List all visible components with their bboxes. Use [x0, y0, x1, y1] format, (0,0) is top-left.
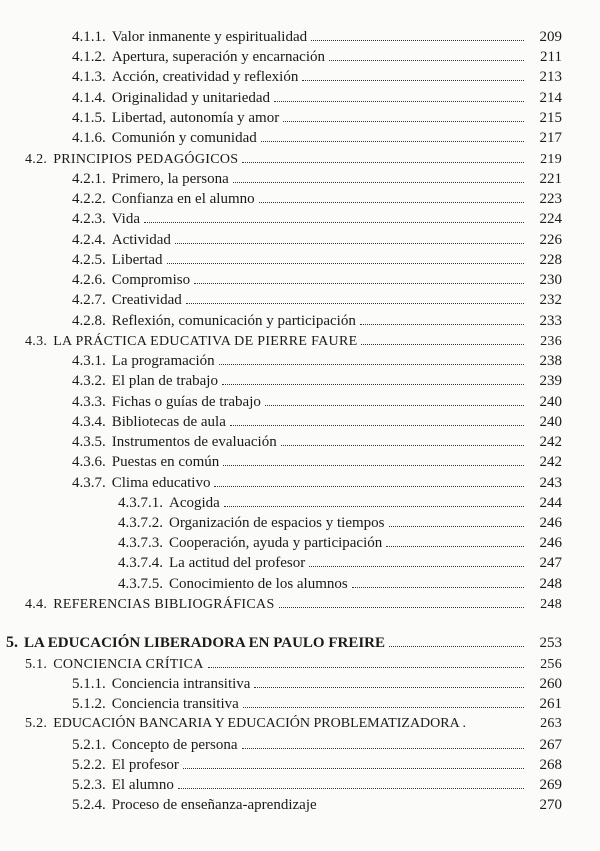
toc-page: 239 — [539, 373, 562, 389]
toc-chapter-entry — [6, 632, 562, 654]
dot-leader — [230, 411, 524, 426]
dot-leader — [194, 269, 524, 284]
dot-leader — [183, 754, 524, 769]
toc-number: 5.2.1. — [72, 737, 106, 753]
toc-title: Originalidad y unitariedad — [111, 90, 271, 106]
toc-title: EDUCACIÓN BANCARIA Y EDUCACIÓN PROBLEMATIZADORA . — [53, 716, 466, 731]
toc-page: 246 — [539, 515, 562, 531]
toc-page: 240 — [539, 394, 562, 410]
toc-number: 4.3.3. — [72, 394, 106, 410]
toc-number: 4.1.1. — [72, 29, 106, 45]
toc-title: Conciencia transitiva — [111, 696, 239, 712]
dot-leader — [311, 26, 524, 41]
toc-title: Compromiso — [111, 272, 191, 288]
toc-number: 4.3. — [25, 334, 48, 349]
toc-number: 5. — [6, 634, 18, 651]
toc-entry — [72, 795, 562, 817]
toc-title: Bibliotecas de aula — [111, 414, 226, 430]
toc-number: 4.3.5. — [72, 434, 106, 450]
toc-number: 5.1.2. — [72, 696, 106, 712]
toc-page: 246 — [539, 535, 562, 551]
toc-entry — [72, 107, 562, 129]
dot-leader — [361, 330, 524, 345]
toc-page: 228 — [539, 252, 562, 268]
toc-number: 5.1.1. — [72, 676, 106, 692]
dot-leader — [243, 693, 524, 708]
dot-leader — [144, 208, 524, 223]
toc-section-entry — [25, 653, 562, 675]
dot-leader — [386, 532, 524, 547]
dot-leader — [265, 391, 524, 406]
toc-page: 238 — [539, 353, 562, 369]
dot-leader — [274, 87, 524, 102]
dot-leader — [329, 46, 524, 61]
toc-number: 5.2. — [25, 716, 48, 731]
toc-entry — [72, 391, 562, 413]
toc-title: Puestas en común — [111, 454, 220, 470]
dot-leader — [279, 593, 524, 608]
toc-page: 233 — [539, 313, 562, 329]
dot-leader — [254, 673, 524, 688]
toc-entry — [72, 46, 562, 68]
toc-number: 4.2.7. — [72, 292, 106, 308]
toc-subentry — [118, 512, 562, 534]
dot-leader — [259, 188, 524, 203]
toc-page: 253 — [539, 635, 562, 651]
toc-page: 248 — [540, 597, 562, 612]
toc-title: Proceso de enseñanza-aprendizaje — [111, 797, 317, 813]
toc-page: 269 — [539, 777, 562, 793]
dot-leader — [223, 451, 524, 466]
toc-number: 4.4. — [25, 597, 48, 612]
toc-title: Reflexión, comunicación y participación — [111, 313, 356, 329]
toc-number: 4.2.6. — [72, 272, 106, 288]
toc-page: 215 — [539, 110, 562, 126]
toc-page: 256 — [540, 657, 562, 672]
dot-leader — [281, 431, 524, 446]
toc-title: El plan de trabajo — [111, 373, 218, 389]
toc-entry — [72, 87, 562, 109]
dot-leader — [186, 289, 524, 304]
toc-entry — [72, 754, 562, 776]
toc-title: Fichas o guías de trabajo — [111, 394, 261, 410]
toc-number: 4.1.2. — [72, 49, 106, 65]
toc-entry — [72, 431, 562, 453]
toc-page: 223 — [539, 191, 562, 207]
toc-subentry — [118, 532, 562, 554]
toc-title: Clima educativo — [111, 475, 211, 491]
toc-title: Acogida — [169, 495, 220, 511]
dot-leader — [175, 229, 524, 244]
toc-title: La programación — [111, 353, 215, 369]
toc-entry — [72, 269, 562, 291]
toc-number: 4.1.3. — [72, 69, 106, 85]
toc-page: 224 — [539, 211, 562, 227]
toc-section-entry — [25, 330, 562, 352]
toc-number: 4.3.2. — [72, 373, 106, 389]
toc-page: 242 — [539, 454, 562, 470]
toc-title: Organización de espacios y tiempos — [169, 515, 385, 531]
toc-entry — [72, 168, 562, 190]
toc-page: 211 — [540, 49, 562, 65]
toc-title: Creatividad — [111, 292, 182, 308]
toc-page: 221 — [539, 171, 562, 187]
toc-entry — [72, 249, 562, 271]
toc-number: 4.1.4. — [72, 90, 106, 106]
toc-page: 247 — [539, 555, 562, 571]
toc-title: REFERENCIAS BIBLIOGRÁFICAS — [53, 597, 275, 612]
toc-page: 213 — [539, 69, 562, 85]
toc-title: El alumno — [111, 777, 174, 793]
toc-page: 236 — [540, 334, 562, 349]
toc-title: Confianza en el alumno — [111, 191, 255, 207]
toc-entry — [72, 411, 562, 433]
toc-page: 260 — [539, 676, 562, 692]
dot-leader — [321, 795, 524, 809]
toc-title: La actitud del profesor — [169, 555, 306, 571]
toc-title: Conocimiento de los alumnos — [169, 576, 348, 592]
toc-entry — [72, 370, 562, 392]
dot-leader — [283, 107, 524, 122]
toc-number: 4.3.7.1. — [118, 495, 163, 511]
dot-leader — [261, 127, 524, 142]
toc-title: Conciencia intransitiva — [111, 676, 251, 692]
dot-leader — [167, 249, 524, 264]
toc-title: Instrumentos de evaluación — [111, 434, 277, 450]
toc-page: 270 — [539, 797, 562, 813]
toc-entry — [72, 734, 562, 756]
dot-leader — [470, 713, 524, 727]
toc-title: Valor inmanente y espiritualidad — [111, 29, 308, 45]
toc-entry — [72, 673, 562, 695]
toc-title: Actividad — [111, 232, 171, 248]
toc-number: 4.3.6. — [72, 454, 106, 470]
toc-number: 4.2.8. — [72, 313, 106, 329]
toc-number: 4.1.6. — [72, 130, 106, 146]
toc-entry — [72, 66, 562, 88]
toc-entry — [72, 451, 562, 473]
dot-leader — [208, 653, 524, 668]
dot-leader — [242, 148, 524, 163]
toc-subentry — [118, 552, 562, 574]
toc-number: 5.1. — [25, 657, 48, 672]
dot-leader — [219, 350, 524, 365]
toc-page: 268 — [539, 757, 562, 773]
toc-page: 261 — [539, 696, 562, 712]
toc-number: 5.2.3. — [72, 777, 106, 793]
toc-title: Vida — [111, 211, 141, 227]
toc-section-entry — [25, 148, 562, 170]
toc-page: 209 — [539, 29, 562, 45]
toc-number: 4.1.5. — [72, 110, 106, 126]
toc-number: 4.3.4. — [72, 414, 106, 430]
dot-leader — [389, 512, 525, 527]
toc-entry — [72, 127, 562, 149]
toc-page: 214 — [539, 90, 562, 106]
toc-title: Cooperación, ayuda y participación — [169, 535, 383, 551]
toc-section-entry — [25, 593, 562, 615]
toc-page: 248 — [539, 576, 562, 592]
toc-page: 267 — [539, 737, 562, 753]
dot-leader — [222, 370, 524, 385]
toc-number: 5.2.2. — [72, 757, 106, 773]
toc-entry — [72, 693, 562, 715]
toc-title: PRINCIPIOS PEDAGÓGICOS — [53, 152, 239, 167]
toc-page: 217 — [539, 130, 562, 146]
toc-subentry — [118, 573, 562, 595]
toc-number: 4.3.1. — [72, 353, 106, 369]
dot-leader — [352, 573, 524, 588]
toc-number: 4.2.5. — [72, 252, 106, 268]
toc-entry — [72, 289, 562, 311]
dot-leader — [224, 492, 524, 507]
toc-title: Primero, la persona — [111, 171, 229, 187]
toc-title: LA EDUCACIÓN LIBERADORA EN PAULO FREIRE — [24, 635, 386, 651]
toc-title: Apertura, superación y encarnación — [111, 49, 325, 65]
toc-number: 4.3.7.3. — [118, 535, 163, 551]
toc-title: CONCIENCIA CRÍTICA — [53, 657, 204, 672]
toc-title: Concepto de persona — [111, 737, 238, 753]
toc-page: 219 — [540, 152, 562, 167]
toc-title: Acción, creatividad y reflexión — [111, 69, 299, 85]
toc-page: 230 — [539, 272, 562, 288]
toc-page: 244 — [539, 495, 562, 511]
toc-entry — [72, 310, 562, 332]
toc-title: El profesor — [111, 757, 179, 773]
toc-number: 4.2.3. — [72, 211, 106, 227]
dot-leader — [214, 472, 524, 487]
toc-number: 4.3.7.5. — [118, 576, 163, 592]
dot-leader — [302, 66, 524, 81]
toc-entry — [72, 350, 562, 372]
toc-page: 232 — [539, 292, 562, 308]
toc-entry — [72, 229, 562, 251]
toc-entry — [72, 26, 562, 48]
toc-title: LA PRÁCTICA EDUCATIVA DE PIERRE FAURE — [53, 334, 358, 349]
dot-leader — [233, 168, 524, 183]
toc-page: 240 — [539, 414, 562, 430]
toc-entry — [72, 774, 562, 796]
toc-number: 4.2.2. — [72, 191, 106, 207]
dot-leader — [242, 734, 524, 749]
dot-leader — [309, 552, 524, 567]
toc-title: Libertad, autonomía y amor — [111, 110, 280, 126]
toc-page: 243 — [539, 475, 562, 491]
toc-number: 4.3.7.4. — [118, 555, 163, 571]
dot-leader — [360, 310, 524, 325]
toc-title: Libertad — [111, 252, 163, 268]
toc-subentry — [118, 492, 562, 514]
toc-number: 4.3.7.2. — [118, 515, 163, 531]
toc-entry — [72, 472, 562, 494]
toc-number: 4.2.4. — [72, 232, 106, 248]
toc-entry — [72, 208, 562, 230]
toc-entry — [72, 188, 562, 210]
toc-number: 5.2.4. — [72, 797, 106, 813]
dot-leader — [178, 774, 524, 789]
toc-title: Comunión y comunidad — [111, 130, 257, 146]
dot-leader — [389, 632, 524, 647]
toc-number: 4.2.1. — [72, 171, 106, 187]
toc-page: 263 — [540, 716, 562, 731]
toc-page: 242 — [539, 434, 562, 450]
toc-number: 4.3.7. — [72, 475, 106, 491]
toc-number: 4.2. — [25, 152, 48, 167]
toc-page: 226 — [539, 232, 562, 248]
toc-section-entry — [25, 713, 562, 735]
